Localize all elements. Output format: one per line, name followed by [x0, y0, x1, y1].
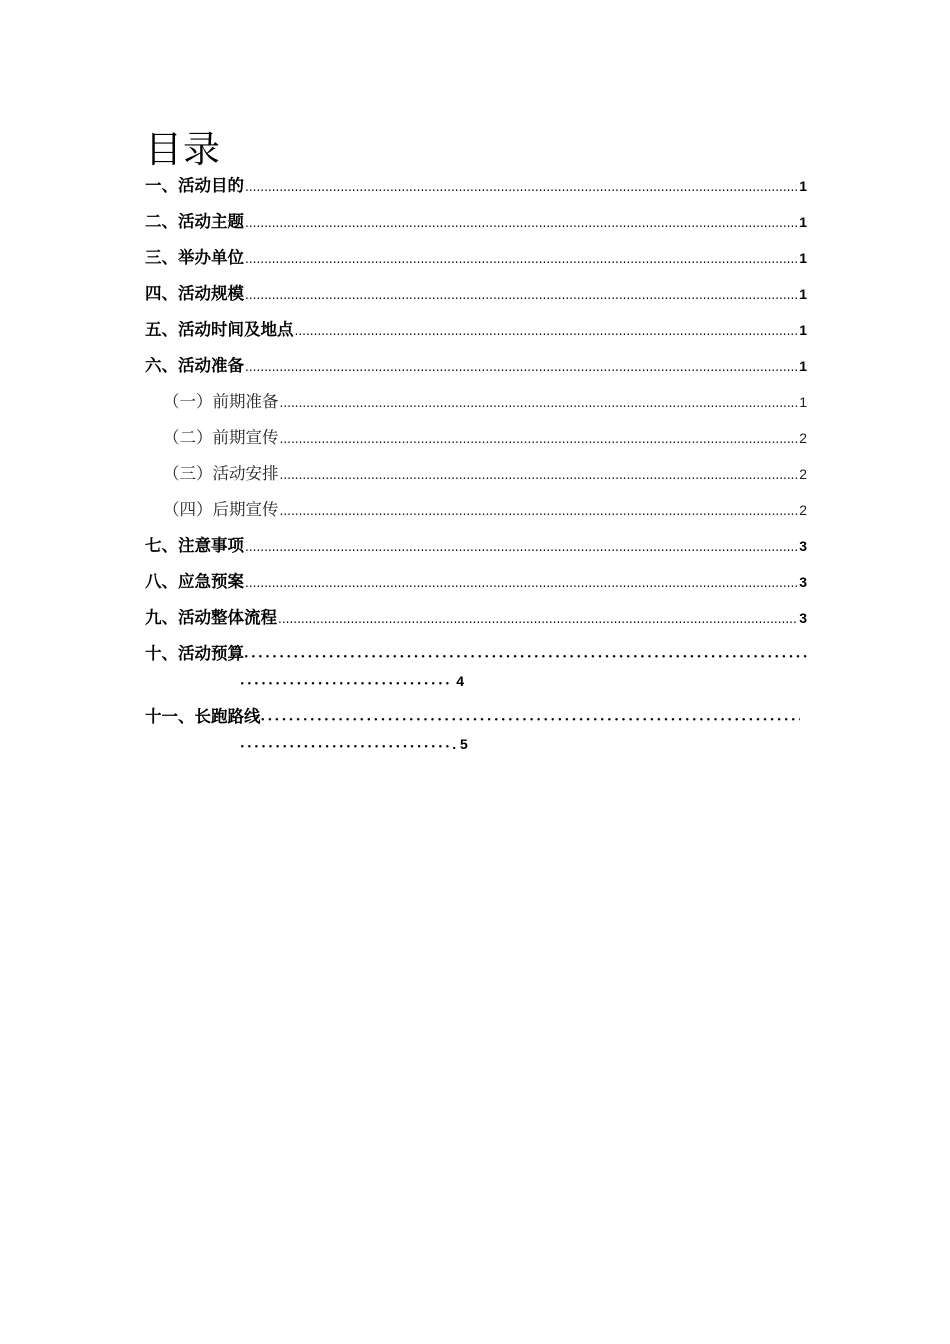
toc-entry-page: 1: [799, 250, 807, 266]
toc-entry-page: 3: [799, 538, 807, 554]
dot-leader: [280, 495, 799, 527]
toc-entry-wrapped[interactable]: [145, 638, 807, 701]
toc-entry-label: （三）活动安排: [163, 464, 279, 483]
toc-entry-label: 十一、长跑路线: [145, 707, 261, 726]
dot-leader: [245, 243, 798, 275]
dot-leader: [280, 387, 799, 419]
toc-entry-page: 1: [799, 178, 807, 194]
toc-entry-label: （一）前期准备: [163, 392, 279, 411]
dot-leader: [245, 171, 798, 203]
toc-entry[interactable]: [145, 350, 807, 386]
dot-leader: [245, 567, 798, 599]
toc-entry-page: . 5: [452, 736, 468, 752]
toc-entry-page: 1: [799, 322, 807, 338]
toc-subentry[interactable]: [145, 422, 807, 458]
toc-entry-second-line: [240, 668, 464, 697]
toc-entry-label: 一、活动目的: [145, 176, 244, 195]
dot-leader: [280, 423, 799, 455]
dot-leader: [295, 315, 799, 347]
toc-entry[interactable]: [145, 530, 807, 566]
toc-entry-label: 五、活动时间及地点: [145, 320, 294, 339]
toc-entry[interactable]: [145, 242, 807, 278]
toc-entry-page: 2: [799, 502, 807, 518]
toc-entry-page: 1: [799, 358, 807, 374]
toc-entry[interactable]: [145, 566, 807, 602]
toc-subentry[interactable]: [145, 494, 807, 530]
toc-entry-label: 二、活动主题: [145, 212, 244, 231]
toc-entry-page: 1: [799, 394, 807, 410]
dot-leader: [245, 207, 798, 239]
toc-entry-page: 1: [799, 286, 807, 302]
toc-entry-label: 十、活动预算: [145, 644, 244, 663]
toc-entry-second-line: [240, 731, 468, 760]
dot-leader-trail: ••••••••••••••••••••••••••••••: [240, 680, 453, 688]
toc-entry-page: 1: [799, 214, 807, 230]
toc-entry-page: 4: [456, 673, 465, 689]
toc-entry-label: （四）后期宣传: [163, 500, 279, 519]
toc-title: 目录: [145, 128, 221, 171]
toc-entry-page: 2: [799, 430, 807, 446]
toc-entry-label: 七、注意事项: [145, 536, 244, 555]
table-of-contents: [145, 170, 807, 764]
toc-entry-wrapped[interactable]: [145, 701, 807, 764]
dot-leader: [245, 279, 798, 311]
toc-entry[interactable]: [145, 314, 807, 350]
toc-entry-label: 六、活动准备: [145, 356, 244, 375]
toc-entry-label: 九、活动整体流程: [145, 608, 277, 627]
dot-leader: [278, 603, 798, 635]
toc-entry[interactable]: [145, 170, 807, 206]
toc-entry-page: 3: [799, 574, 807, 590]
dot-leader: [245, 351, 798, 383]
toc-entry-page: 2: [799, 466, 807, 482]
toc-entry-label: 四、活动规模: [145, 284, 244, 303]
dot-leader: [245, 531, 798, 563]
toc-entry-label: 三、举办单位: [145, 248, 244, 267]
toc-entry[interactable]: [145, 278, 807, 314]
toc-entry-page: 3: [799, 610, 807, 626]
toc-entry[interactable]: [145, 602, 807, 638]
dot-leader-trail: ••••••••••••••••••••••••••••••: [240, 743, 453, 751]
toc-entry-label: （二）前期宣传: [163, 428, 279, 447]
toc-entry-label: 八、应急预案: [145, 572, 244, 591]
toc-entry[interactable]: [145, 206, 807, 242]
toc-subentry[interactable]: [145, 386, 807, 422]
toc-subentry[interactable]: [145, 458, 807, 494]
dot-leader: [280, 459, 799, 491]
